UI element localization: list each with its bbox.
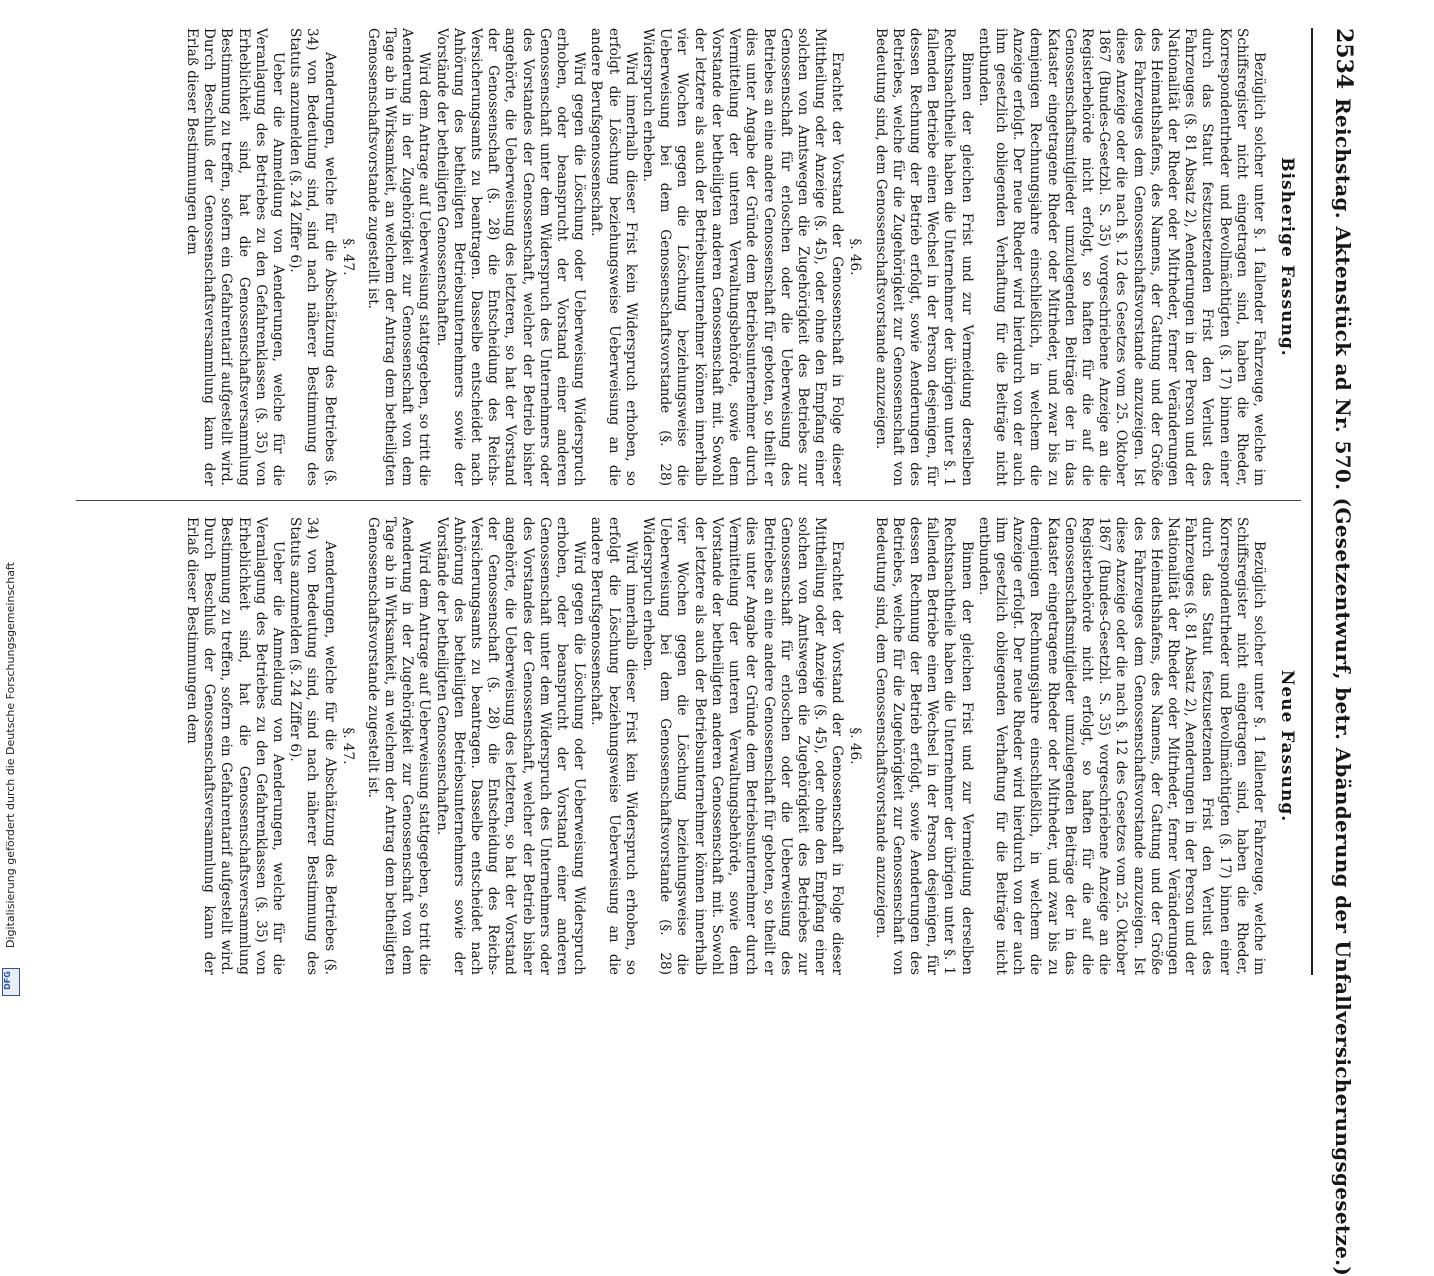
- column-old-version: [77, 28, 1297, 486]
- paragraph: Aenderungen, welche für die Abschätzung des Betriebes (§. 34) von Bedeutung sind, sind nach näherer Bestimmung des Statuts anzumelden (§. 24 Ziffer 6).: [287, 517, 338, 975]
- page-number: 2534: [1331, 28, 1357, 90]
- funding-note: Digitalisierung gefördert durch die Deutsche Forschungsgemeinschaft: [4, 562, 17, 948]
- paragraph: Binnen der gleichen Frist und zur Vermeidung derselben Rechtsnachtheile haben die Unternehmer der übrigen unter §. 1 fallenden Betriebe einen Wechsel in der Person desjenigen, für dessen Rechnung der Betrieb erfolgt, sowie Aenderungen des Betriebes, welche für die Zugehörigkeit zur Genossenschaft von Bedeutung sind, dem Genossenschaftsvorstande anzuzeigen.: [872, 28, 975, 486]
- paragraph: Wird dem Antrage auf Ueberweisung stattgegeben, so tritt die Aenderung in der Zugehörigkeit zur Genossenschaft von dem Tage ab in Wirksamkeit, an welchem der Antrag dem betheiligten Genossenschaftsvorstande zugestellt ist.: [364, 28, 433, 486]
- section-heading: §. 47.: [339, 727, 356, 765]
- paragraph: Wird innerhalb dieser Frist kein Widerspruch erhoben, so erfolgt die Löschung beziehungsweise Ueberweisung an die andere Berufsgenossenschaft.: [588, 28, 639, 486]
- paragraph: Wird dem Antrage auf Ueberweisung stattgegeben, so tritt die Aenderung in der Zugehörigkeit zur Genossenschaft von dem Tage ab in Wirksamkeit, an welchem der Antrag dem betheiligten Genossenschaftsvorstande zugestellt ist.: [364, 517, 433, 975]
- column-heading-old: Bisherige Fassung.: [1277, 157, 1297, 357]
- page-title: Reichstag. Aktenstück ad Nr. 570. (Gesetzentwurf, betr. Abänderung der Unfallversicherungsgesetze.): [1331, 98, 1355, 1276]
- paragraph: Wird innerhalb dieser Frist kein Widerspruch erhoben, so erfolgt die Löschung beziehungsweise Ueberweisung an die andere Berufsgenossenschaft.: [588, 517, 639, 975]
- paragraph: Wird gegen die Löschung oder Ueberweisung Widerspruch erhoben, oder beansprucht der Vorstand einer anderen Genossenschaft unter dem Widerspruch des Unternehmers oder des Vorstandes der Genossenschaft, welcher der Betrieb bisher angehörte, die Ueberweisung des letzteren, so hat der Vorstand der Genossenschaft (§. 28) die Entscheidung des Reichs-Versicherungsamts zu beantragen. Dasselbe entscheidet nach Anhörung des betheiligten Betriebsunternehmers sowie der Vorstände der betheiligten Genossenschaften.: [433, 28, 588, 486]
- column-heading-new: Neue Fassung.: [1277, 669, 1297, 823]
- section-heading: §. 46.: [847, 727, 864, 765]
- paragraph: Ueber die Anmeldung von Aenderungen, welche für die Veranlagung des Betriebes zu den Gefahrenklassen (§. 35) von Erheblichkeit sind, hat die Genossenschaftsversammlung Bestimmung zu treffen, sofern ein Gefahrentarif aufgestellt wird. Durch Beschluß der Genossenschaftsversammlung kann der Erlaß dieser Bestimmungen dem: [184, 28, 287, 486]
- paragraph: Ueber die Anmeldung von Aenderungen, welche für die Veranlagung des Betriebes zu den Gefahrenklassen (§. 35) von Erheblichkeit sind, hat die Genossenschaftsversammlung Bestimmung zu treffen, sofern ein Gefahrentarif aufgestellt wird. Durch Beschluß der Genossenschaftsversammlung kann der Erlaß dieser Bestimmungen dem: [184, 517, 287, 975]
- rotated-page-content: [70, 28, 1365, 1276]
- paragraph: Wird gegen die Löschung oder Ueberweisung Widerspruch erhoben, oder beansprucht der Vorstand einer anderen Genossenschaft unter dem Widerspruch des Unternehmers oder des Vorstandes der Genossenschaft, welcher der Betrieb bisher angehörte, die Ueberweisung des letzteren, so hat der Vorstand der Genossenschaft (§. 28) die Entscheidung des Reichs-Versicherungsamts zu beantragen. Dasselbe entscheidet nach Anhörung des betheiligten Betriebsunternehmers sowie der Vorstände der betheiligten Genossenschaften.: [433, 517, 588, 975]
- column-new-version: [77, 517, 1297, 975]
- paragraph: Erachtet der Vorstand der Genossenschaft in Folge dieser Mittheilung oder Anzeige (§. 45), oder ohne den Empfang einer solchen von Amtswegen die Zugehörigkeit des Betriebes zur Genossenschaft für erloschen oder die Ueberweisung des Betriebes an eine andere Genossenschaft für geboten, so theilt er dies unter Angabe der Gründe dem Betriebsunternehmer durch Vermittelung der unteren Verwaltungsbehörde, sowie dem Vorstande der betheiligten anderen Genossenschaft mit. Sowohl der letztere als auch der Betriebsunternehmer können innerhalb vier Wochen gegen die Löschung beziehungsweise die Ueberweisung bei dem Genossenschaftsvorstande (§. 28) Widerspruch erheben.: [640, 517, 846, 975]
- section-heading: §. 47.: [339, 238, 356, 276]
- paragraph: Erachtet der Vorstand der Genossenschaft in Folge dieser Mittheilung oder Anzeige (§. 45), oder ohne den Empfang einer solchen von Amtswegen die Zugehörigkeit des Betriebes zur Genossenschaft für erloschen oder die Ueberweisung des Betriebes an eine andere Genossenschaft für geboten, so theilt er dies unter Angabe der Gründe dem Betriebsunternehmer durch Vermittelung der unteren Verwaltungsbehörde, sowie dem Vorstande der betheiligten anderen Genossenschaft mit. Sowohl der letztere als auch der Betriebsunternehmer können innerhalb vier Wochen gegen die Löschung beziehungsweise die Ueberweisung bei dem Genossenschaftsvorstande (§. 28) Widerspruch erheben.: [640, 28, 846, 486]
- paragraph: Aenderungen, welche für die Abschätzung des Betriebes (§. 34) von Bedeutung sind, sind nach näherer Bestimmung des Statuts anzumelden (§. 24 Ziffer 6).: [287, 28, 338, 486]
- paragraph: Bezüglich solcher unter §. 1 fallender Fahrzeuge, welche im Schiffsregister nicht eingetragen sind, haben die Rheder, Korrespondentrheder und Bevollmächtigten (§. 17) binnen einer durch das Statut festzusetzenden Frist den Verlust des Fahrzeuges (§. 81 Absatz 2), Aenderungen in der Person und der Nationalität der Rheder oder Mitrheder, ferner Veränderungen des Heimathshafens, des Namens, der Gattung und der Größe des Fahrzeuges dem Genossenschaftsvorstande anzuzeigen. Ist diese Anzeige oder die nach §. 12 des Gesetzes vom 25. Oktober 1867 (Bundes-Gesetzbl. S. 35) vorgeschriebene Anzeige an die Registerbehörde nicht erfolgt, so haften für die auf die Genossenschaftsmitglieder umzulegenden Beiträge der in das Kataster eingetragene Rheder oder Mitrheder, und zwar bis zu demjenigen Rechnungsjahre einschließlich, in welchem die Anzeige erfolgt. Der neue Rheder wird hierdurch von der auch ihm gesetzlich obliegenden Verhaftung für die Beiträge nicht entbunden.: [975, 517, 1267, 975]
- dfg-logo-icon: [2, 968, 20, 996]
- column-divider: [76, 500, 1301, 501]
- paragraph: Binnen der gleichen Frist und zur Vermeidung derselben Rechtsnachtheile haben die Unternehmer der übrigen unter §. 1 fallenden Betriebe einen Wechsel in der Person desjenigen, für dessen Rechnung der Betrieb erfolgt, sowie Aenderungen des Betriebes, welche für die Zugehörigkeit zur Genossenschaft von Bedeutung sind, dem Genossenschaftsvorstande anzuzeigen.: [872, 517, 975, 975]
- page-header: [1311, 28, 1365, 1276]
- section-heading: §. 46.: [847, 238, 864, 276]
- paragraph: Bezüglich solcher unter §. 1 fallender Fahrzeuge, welche im Schiffsregister nicht eingetragen sind, haben die Rheder, Korrespondentrheder und Bevollmächtigten (§. 17) binnen einer durch das Statut festzusetzenden Frist den Verlust des Fahrzeuges (§. 81 Absatz 2), Aenderungen in der Person und der Nationalität der Rheder oder Mitrheder, ferner Veränderungen des Heimathshafens, des Namens, der Gattung und der Größe des Fahrzeuges dem Genossenschaftsvorstande anzuzeigen. Ist diese Anzeige oder die nach §. 12 des Gesetzes vom 25. Oktober 1867 (Bundes-Gesetzbl. S. 35) vorgeschriebene Anzeige an die Registerbehörde nicht erfolgt, so haften für die auf die Genossenschaftsmitglieder umzulegenden Beiträge der in das Kataster eingetragene Rheder oder Mitrheder, und zwar bis zu demjenigen Rechnungsjahre einschließlich, in welchem die Anzeige erfolgt. Der neue Rheder wird hierdurch von der auch ihm gesetzlich obliegenden Verhaftung für die Beiträge nicht entbunden.: [975, 28, 1267, 486]
- dfg-logo-text: DFG: [2, 971, 12, 990]
